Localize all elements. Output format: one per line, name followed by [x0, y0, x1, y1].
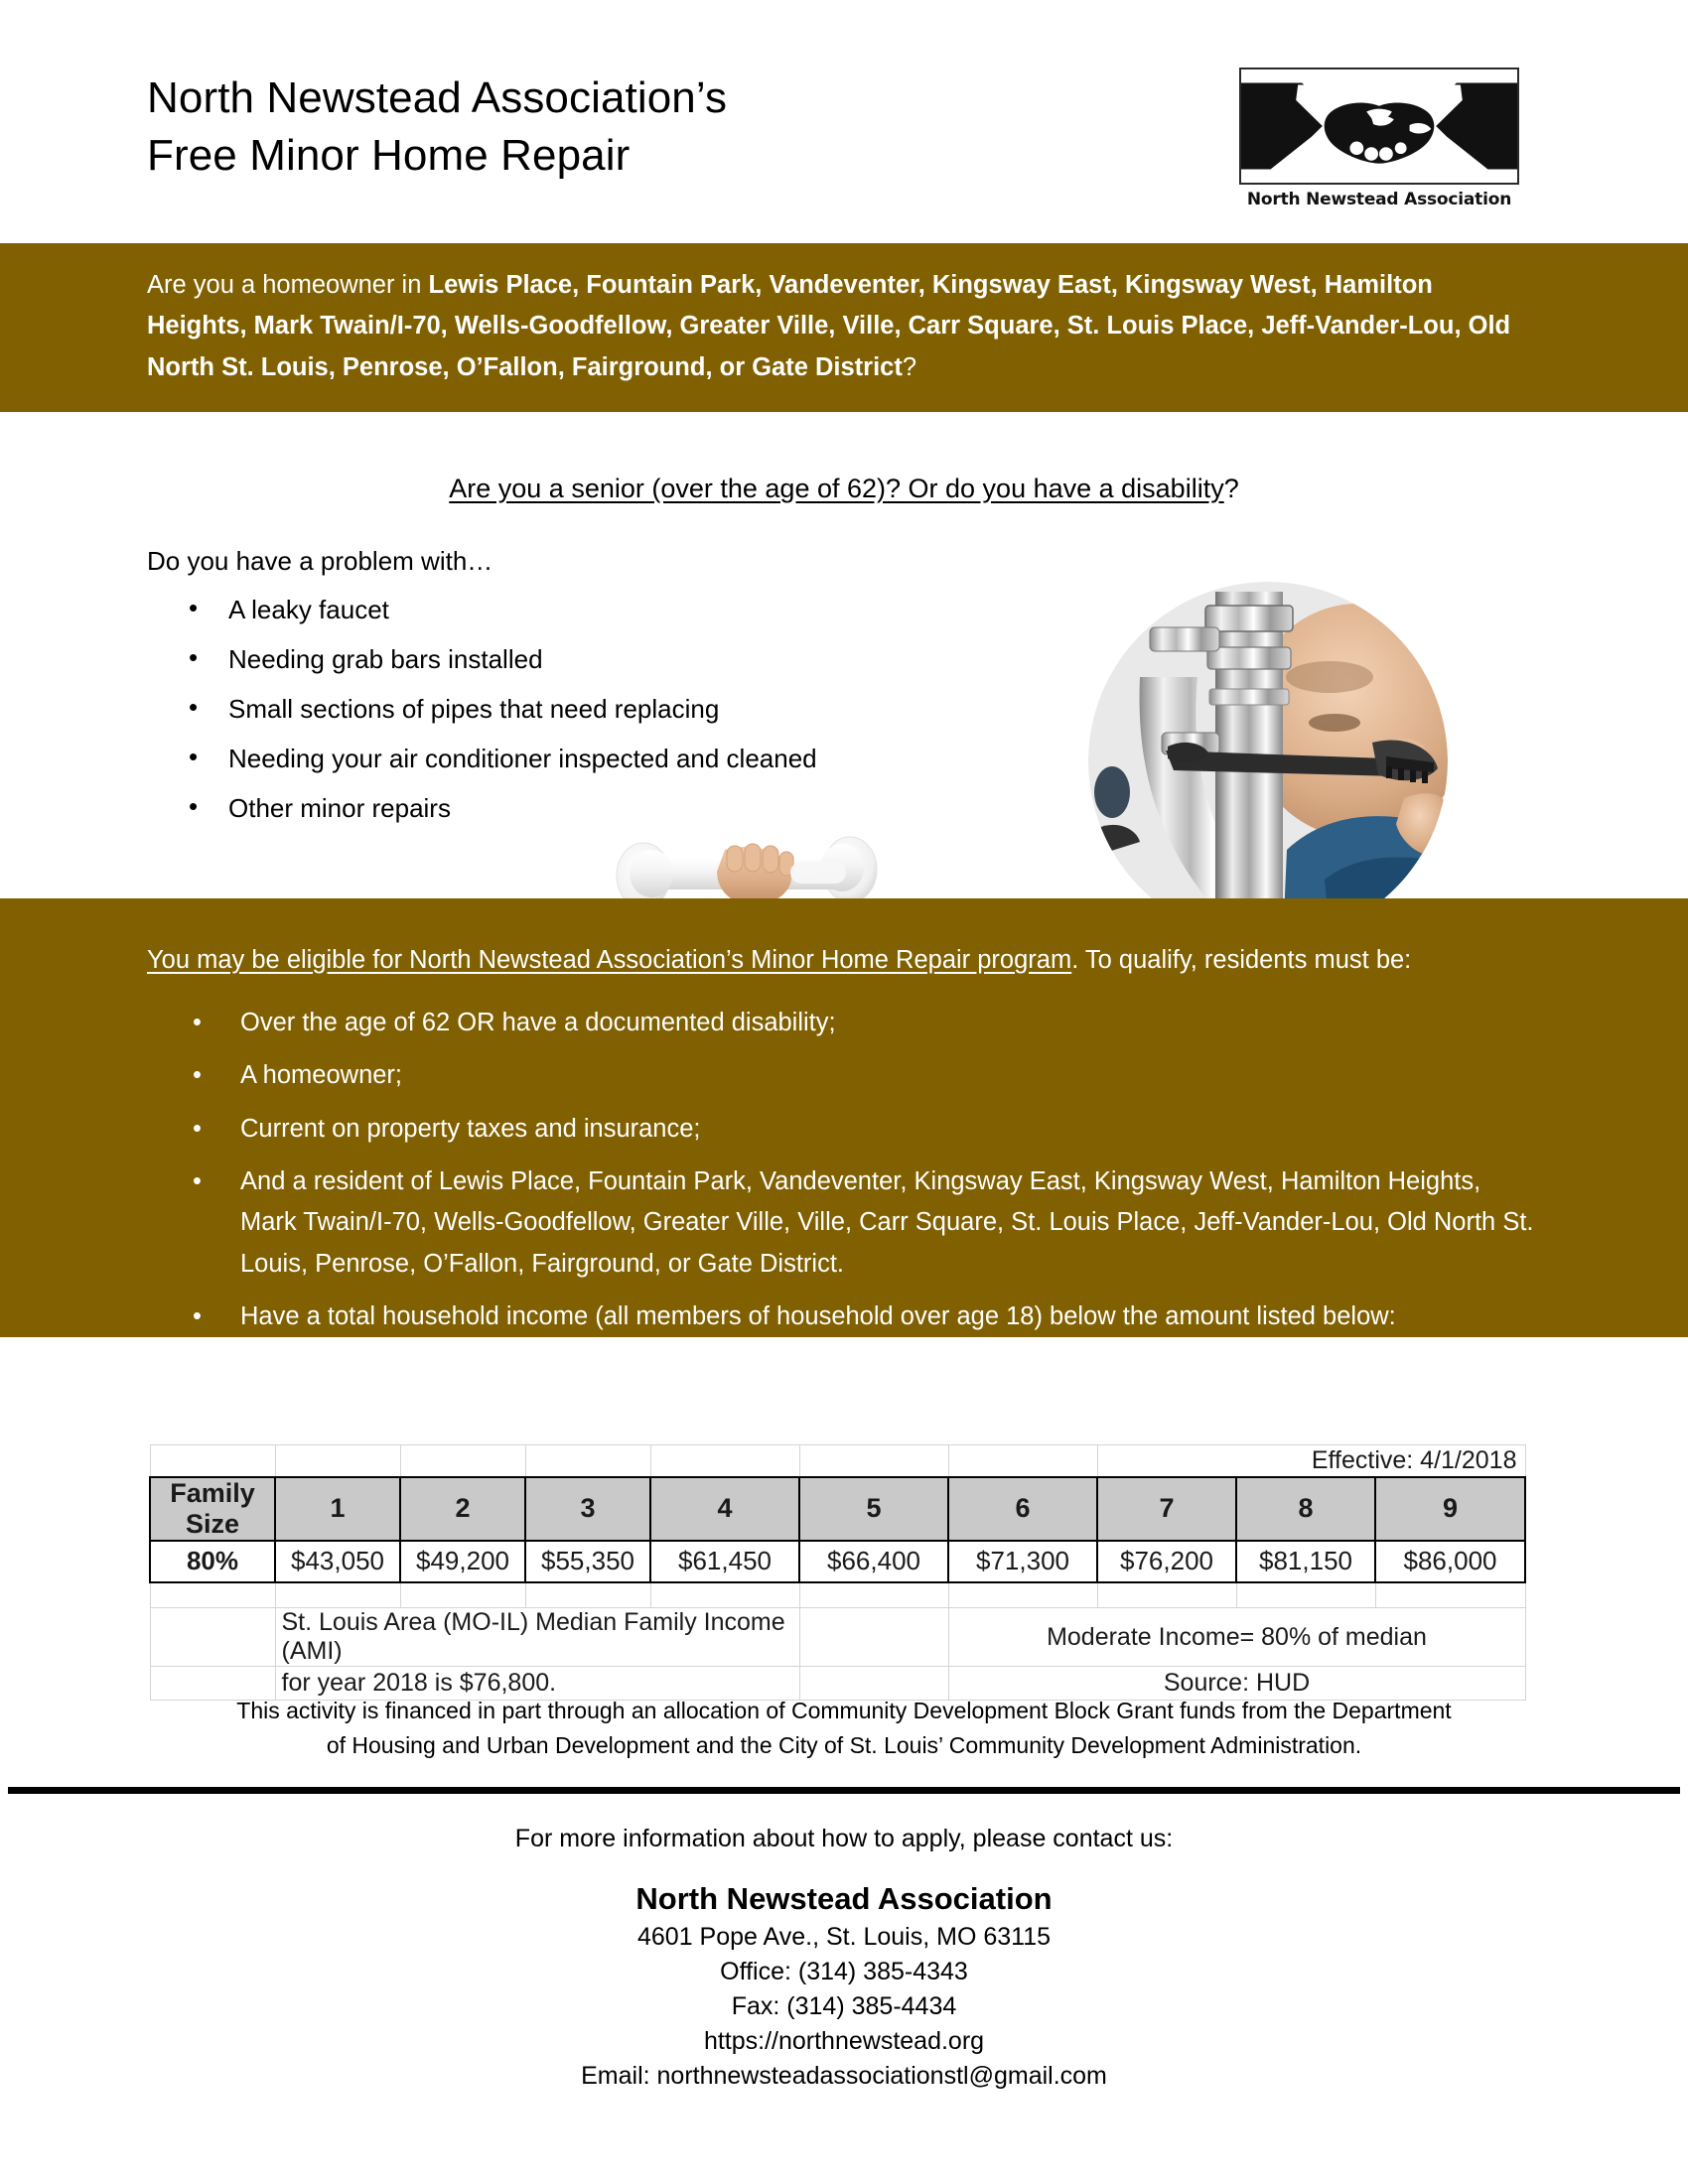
effective-date-cell: Effective: 4/1/2018	[1097, 1445, 1525, 1477]
income-limits-table	[149, 1444, 1526, 1701]
amount-5: $66,400	[799, 1541, 948, 1582]
list-item: • Small sections of pipes that need replacing	[147, 696, 1688, 722]
title-line-2: Free Minor Home Repair	[147, 131, 631, 181]
amount-7: $76,200	[1097, 1541, 1236, 1582]
handshake-icon	[1239, 68, 1519, 185]
contact-intro: For more information about how to apply, please contact us:	[514, 1825, 1174, 1852]
list-item: • Other minor repairs	[147, 795, 1688, 821]
contact-address: 4601 Pope Ave., St. Louis, MO 63115	[636, 1923, 1052, 1951]
page-header	[0, 0, 1688, 243]
plumber-photo	[1088, 582, 1448, 941]
blank-cell	[1375, 1582, 1525, 1608]
blank-cell	[525, 1582, 650, 1608]
header-size-1: 1	[275, 1477, 400, 1541]
eligibility-intro-tail: . To qualify, residents must be:	[1071, 945, 1412, 974]
contact-website[interactable]: https://northnewstead.org	[703, 2027, 985, 2055]
logo-caption: North Newstead Association	[1246, 190, 1512, 209]
list-item: • Over the age of 62 OR have a documented disability;	[147, 1003, 1537, 1043]
blank-cell	[400, 1445, 525, 1477]
blank-cell	[799, 1582, 948, 1608]
blank-cell	[650, 1582, 799, 1608]
table-spacer-row	[150, 1582, 1525, 1608]
contact-org-name: North Newstead Association	[635, 1881, 1053, 1916]
blank-cell	[150, 1445, 275, 1477]
requirements-list	[147, 1003, 1537, 1337]
contact-email[interactable]: Email: northnewsteadassociationstl@gmail.com	[581, 2062, 1107, 2090]
title-line-1: North Newstead Association’s	[147, 73, 728, 122]
contact-fax: Fax: (314) 385-4434	[731, 1992, 957, 2020]
ami-note-line-2: for year 2018 is $76,800.	[275, 1667, 799, 1701]
footer-divider	[8, 1787, 1680, 1794]
organization-logo	[1239, 68, 1519, 209]
amount-8: $81,150	[1236, 1541, 1375, 1582]
cdbg-disclaimer	[0, 1694, 1688, 1762]
amount-1: $43,050	[275, 1541, 400, 1582]
income-limits-table-wrapper	[149, 1443, 1524, 1701]
header-size-5: 5	[799, 1477, 948, 1541]
list-item: • Needing your air conditioner inspected and cleaned	[147, 746, 1688, 771]
senior-question-underlined: Are you a senior (over the age of 62)? Or do you have a disability	[449, 473, 1224, 503]
blank-cell	[948, 1582, 1097, 1608]
source-note: Source: HUD	[948, 1667, 1525, 1701]
blank-cell	[525, 1445, 650, 1477]
blank-cell	[1236, 1582, 1375, 1608]
blank-cell	[150, 1608, 275, 1667]
header-size-2: 2	[400, 1477, 525, 1541]
list-item: • Needing grab bars installed	[147, 646, 1688, 672]
senior-disability-question	[0, 412, 1688, 504]
eligibility-neighborhood-banner	[0, 243, 1688, 412]
header-size-9: 9	[1375, 1477, 1525, 1541]
blank-cell	[650, 1445, 799, 1477]
table-note-row-1	[150, 1608, 1525, 1667]
blank-cell	[275, 1582, 400, 1608]
header-size-3: 3	[525, 1477, 650, 1541]
eligibility-section	[0, 898, 1688, 1337]
header-size-6: 6	[948, 1477, 1097, 1541]
senior-question-tail: ?	[1223, 473, 1239, 503]
banner-neighborhood-list: Lewis Place, Fountain Park, Vandeventer, Kingsway East, Kingsway West, Hamilton Heights, Mark Twain/I-70, Wells-Goodfellow, Greater Ville, Ville, Carr Square, St. Louis Place, Jeff-Vander-Lou, Old North St. Louis, Penrose, O’Fallon, Fairground, or Gate District	[147, 271, 1511, 381]
list-item: • A leaky faucet	[147, 597, 1688, 622]
blank-cell	[799, 1445, 948, 1477]
disclaimer-line-1: This activity is financed in part through an allocation of Community Development Block Grant funds from the Department	[236, 1698, 1452, 1723]
amount-2: $49,200	[400, 1541, 525, 1582]
problem-prompt: Do you have a problem with…	[147, 545, 493, 576]
blank-cell	[1097, 1582, 1236, 1608]
moderate-income-note: Moderate Income= 80% of median	[948, 1608, 1525, 1667]
eligibility-intro	[147, 940, 1537, 981]
table-row-effective	[150, 1445, 1525, 1477]
blank-cell	[275, 1445, 400, 1477]
contact-footer	[0, 1825, 1688, 2091]
blank-cell	[948, 1445, 1097, 1477]
header-family-size: Family Size	[150, 1477, 275, 1541]
blank-cell	[400, 1582, 525, 1608]
header-size-7: 7	[1097, 1477, 1236, 1541]
amount-9: $86,000	[1375, 1541, 1525, 1582]
blank-cell	[799, 1608, 948, 1667]
header-size-8: 8	[1236, 1477, 1375, 1541]
table-header-row	[150, 1477, 1525, 1541]
amount-6: $71,300	[948, 1541, 1097, 1582]
percent-label: 80%	[150, 1541, 275, 1582]
amount-4: $61,450	[650, 1541, 799, 1582]
disclaimer-line-2: of Housing and Urban Development and the City of St. Louis’ Community Development Administration.	[326, 1731, 1362, 1758]
problem-list	[147, 594, 1688, 823]
eligibility-intro-underlined: You may be eligible for North Newstead Association’s Minor Home Repair program	[147, 945, 1072, 974]
list-item: • Have a total household income (all members of household over age 18) below the amount listed below:	[147, 1297, 1537, 1337]
contact-office-phone: Office: (314) 385-4343	[720, 1958, 968, 1985]
blank-cell	[150, 1582, 275, 1608]
list-item: • A homeowner;	[147, 1055, 1537, 1096]
ami-note-line-1: St. Louis Area (MO-IL) Median Family Income (AMI)	[275, 1608, 799, 1667]
header-size-4: 4	[650, 1477, 799, 1541]
banner-lead-text: Are you a homeowner in	[147, 271, 429, 299]
table-row-amounts	[150, 1541, 1525, 1582]
list-item: • And a resident of Lewis Place, Fountain Park, Vandeventer, Kingsway East, Kingsway West, Hamilton Heights, Mark Twain/I-70, Wells-Goodfellow, Greater Ville, Ville, Carr Square, St. Louis Place, Jeff-Vander-Lou, Old North St. Louis, Penrose, O’Fallon, Fairground, or Gate District.	[147, 1161, 1537, 1285]
amount-3: $55,350	[525, 1541, 650, 1582]
banner-tail-text: ?	[902, 352, 917, 381]
list-item: • Current on property taxes and insurance;	[147, 1109, 1537, 1150]
